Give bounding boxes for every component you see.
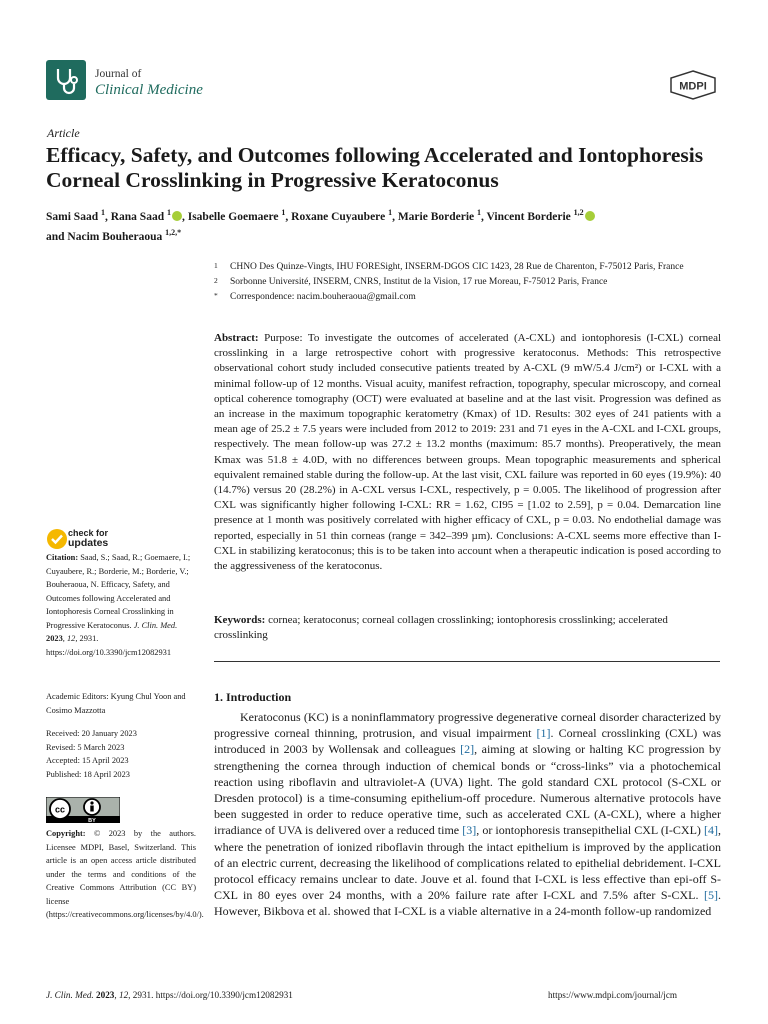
cc-by-license-icon[interactable]: [46, 797, 120, 823]
date-accepted: Accepted: 15 April 2023: [46, 756, 129, 765]
author-list: Sami Saad $^1$, Rana Saad $^1$ , Isabelle Goemaere $^1$, Roxane Cuyaubere $^1$, Marie Borderie $^1$, Vincent Borderie $^{1,2}$ and Nacim Bouheraoua $^{1,2,*}$: [46, 205, 736, 245]
copyright-text: © 2023 by the authors. Licensee MDPI, Basel, Switzerland. This article is an open access article distributed under the terms and conditions of the Creative Commons Attribution (CC BY) license (https://creativecommons.org/licenses/by/4.0/).: [46, 829, 204, 919]
citation-doi[interactable]: , 2931. https://doi.org/10.3390/jcm12082931: [46, 634, 172, 657]
mdpi-logo-icon: [668, 70, 718, 100]
author-affiliation-mark: 1,2,*: [165, 227, 182, 237]
author-affiliation-mark: 1: [477, 208, 481, 217]
author-name: and Nacim Bouheraoua $^{1,2,*}$: [46, 227, 182, 243]
citation-journal: J. Clin. Med.: [133, 620, 178, 630]
footer-citation: J. Clin. Med. 2023, 12, 2931. https://doi.org/10.3390/jcm12082931: [46, 990, 293, 1000]
abstract: [214, 331, 721, 574]
intro-text: , or iontophoresis transepithelial CXL (I-CXL): [476, 823, 704, 838]
intro-text: , aiming at slowing or halting KC progression by strengthening the cornea through induction of chemical bonds or “cross-links” via a photochemical reaction using riboflavin and ultraviolet-A (UVA) light. The gold standard CXL protocol (S-CXL or Dresden protocol) is a time-consuming epithelium-off procedure. Numerous alternative protocols have been suggested in order to reduce operative time, such as accelerated CXL (A-CXL), where a higher irradiance of UVA is delivered over a reduced time: [214, 742, 722, 838]
citation-year: 2023: [46, 634, 63, 643]
orcid-icon[interactable]: [585, 211, 595, 221]
keywords-label: Keywords:: [214, 614, 266, 626]
author-name: Marie Borderie $^1$: [397, 208, 481, 223]
check-for-updates-label[interactable]: [68, 528, 108, 548]
ref-link-4[interactable]: [4]: [704, 823, 718, 838]
intro-paragraph: [214, 709, 721, 920]
author-name: Isabelle Goemaere $^1$: [187, 208, 286, 223]
intro-heading: 1. Introduction: [214, 690, 292, 704]
academic-editors: Academic Editors: Kyung Chul Yoon and Cosimo Mazzotta: [46, 692, 186, 715]
footer-doi[interactable]: , 2931. https://doi.org/10.3390/jcm12082931: [128, 990, 293, 1000]
abstract-label: Abstract:: [214, 332, 259, 344]
author-affiliation-mark: 1: [388, 208, 393, 217]
affiliation-item: [214, 291, 734, 304]
journal-name-line1: Journal of: [95, 68, 142, 80]
ref-link-1[interactable]: [1]: [536, 726, 551, 741]
citation-block: Citation: Saad, S.; Saad, R.; Goemaere, I.; Cuyaubere, R.; Borderie, M.; Borderie, V.; Bouheraoua, N. Efficacy, Safety, and Outcomes following Accelerated and Iontophoresis Corneal Crosslinking in Progressive Keratoconus. J. Clin. Med. 2023, 12, 2931. https://doi.org/10.3390/jcm12082931: [46, 553, 191, 657]
intro-body: [214, 709, 721, 920]
author-affiliation-mark: 1: [281, 208, 286, 217]
author-affiliation-mark: 1: [100, 208, 105, 217]
date-revised: Revised: 5 March 2023: [46, 742, 125, 752]
author-name: Vincent Borderie $^{1,2}$: [487, 211, 595, 223]
journal-name-line2: Clinical Medicine: [95, 82, 203, 98]
keywords-text: cornea; keratoconus; corneal collagen crosslinking; iontophoresis crosslinking; accelerated crosslinking: [214, 614, 668, 642]
cc-by-label: BY: [88, 818, 96, 823]
date-received: Received: 20 January 2023: [46, 729, 137, 738]
ref-link-5[interactable]: [5]: [704, 888, 718, 903]
copyright-label: Copyright:: [46, 829, 86, 838]
ref-link-3[interactable]: [3]: [462, 823, 477, 838]
affiliation-text: Correspondence: nacim.bouheraoua@gmail.com: [230, 292, 416, 302]
mdpi-logo-text: MDPI: [679, 80, 707, 93]
date-published: Published: 18 April 2023: [46, 769, 130, 779]
article-type: Article: [47, 126, 80, 140]
affiliation-mark: *: [214, 291, 218, 300]
footer-volume: 12: [118, 990, 129, 1000]
affiliation-mark: 1: [214, 261, 218, 270]
affiliation-text: CHNO Des Quinze-Vingts, IHU FORESight, INSERM-DGOS CIC 1423, 28 Rue de Charenton, F-75012 Paris, France: [230, 262, 684, 272]
author-name: Roxane Cuyaubere $^1$: [291, 208, 393, 223]
author-affiliation-mark: 1,2: [573, 208, 584, 217]
footer-journal: J. Clin. Med.: [46, 990, 94, 1000]
check-updates-line1: check for: [68, 528, 109, 538]
author-affiliation-mark: 1: [166, 208, 171, 217]
abstract-text: Purpose: To investigate the outcomes of accelerated (A-CXL) and iontophoresis (I-CXL) corneal crosslinking in a large retrospective cohort with progressive keratoconus. Methods: This retrospective observational cohort study included consecutive patients treated by A-CXL (9 mW/5.4 J/cm²) or I-CXL with a minimal follow-up of 12 months. Visual acuity, manifest refraction, topography, specular microscopy, and corneal optical coherence tomography (OCT) were evaluated at baseline and at the last visit. Progression was defined as an increase in the maximum topographic keratometry (Kmax) of 1D. Results: 302 eyes of 241 patients with a mean age of 25.2 ± 7.5 years were included from 2012 to 2019: 231 and 71 eyes in the A-CXL and I-CXL groups, respectively. The mean follow-up was 27.2 ± 13.2 months (maximum: 85.7 months). Preoperatively, the mean Kmax was 51.8 ± 4.0D, with no differences between groups. Mean topographic measurements and spherical equivalent remained stable during the follow-up. At the last visit, CXL failure was reported in 60 eyes (19.9%): 40 (14.7%) versus 20 (28.2%) in A-CXL versus I-CXL, respectively, p = 0.005. The likelihood of progression after CXL was significantly higher following I-CXL: RR = 1.62, CI95 = [1.02 to 2.59], p = 0.04. Demarcation line presence at 1 month was positively correlated with higher efficacy of CXL, p = 0.03. No endothelial damage was reported, especially in 51 thin corneas (range = 342–399 µm). Conclusions: A-CXL seems more effective than I-CXL in stabilizing keratoconus; this is to be taken into account when a therapeutic indication is posed according to the aggressiveness of the keratoconus.: [214, 332, 722, 573]
footer-year: 2023: [96, 990, 115, 1000]
author-name: Sami Saad $^1$: [46, 208, 105, 223]
orcid-icon[interactable]: [172, 211, 182, 221]
copyright-block: [46, 827, 204, 922]
affiliations: [214, 261, 734, 304]
author-name: Rana Saad $^1$: [111, 211, 182, 223]
article-dates: [46, 727, 196, 781]
journal-name: [95, 66, 203, 98]
intro-text: . Corneal crosslinking (CXL) was introduced in 2003 by Wollensak and colleagues: [214, 726, 721, 757]
check-updates-line2: updates: [68, 537, 109, 549]
section-divider: [214, 661, 720, 662]
citation-volume: 12: [66, 634, 76, 643]
citation-text: Saad, S.; Saad, R.; Goemaere, I.; Cuyaubere, R.; Borderie, M.; Borderie, V.; Bouheraoua, N. Efficacy, Safety, and Outcomes following Accelerated and Iontophoresis Corneal Crosslinking in Progressive Keratoconus.: [46, 553, 191, 630]
article-title: Efficacy, Safety, and Outcomes following Accelerated and Iontophoresis Corneal Crosslinking in Progressive Keratoconus: [46, 143, 704, 192]
affiliation-text: Sorbonne Université, INSERM, CNRS, Institut de la Vision, 17 rue Moreau, F-75012 Paris, France: [230, 277, 608, 287]
ref-link-2[interactable]: [2]: [460, 742, 475, 757]
svg-text:cc: cc: [54, 804, 66, 815]
keywords: [214, 613, 721, 643]
affiliation-item: [214, 261, 734, 274]
citation-label: Citation:: [46, 553, 79, 562]
intro-text: , where the penetration of ionized riboflavin through the intact epithelium is improved by the application of an electric current, decreasing the likelihood of complications related to epithelial debridement. I-CXL protocol efficacy remains unclear to date. Jouve et al. found that I-CXL is less effective than epi-off S-CXL in 80 eyes over 24 months, with a 20% failure rate after I-CXL and 7.5% after S-CXL.: [214, 823, 721, 903]
footer-journal-url[interactable]: https://www.mdpi.com/journal/jcm: [548, 990, 678, 1000]
intro-text: . However, Bikbova et al. showed that I-CXL is a viable alternative in a 24-month follow-up randomized: [214, 888, 721, 919]
affiliation-mark: 2: [214, 276, 218, 285]
journal-logo-icon: [46, 60, 86, 100]
intro-text: Keratoconus (KC) is a noninflammatory progressive degenerative corneal disorder characterized by progressive corneal thinning, protrusion, and visual impairment: [214, 710, 721, 741]
affiliation-item: [214, 276, 734, 289]
